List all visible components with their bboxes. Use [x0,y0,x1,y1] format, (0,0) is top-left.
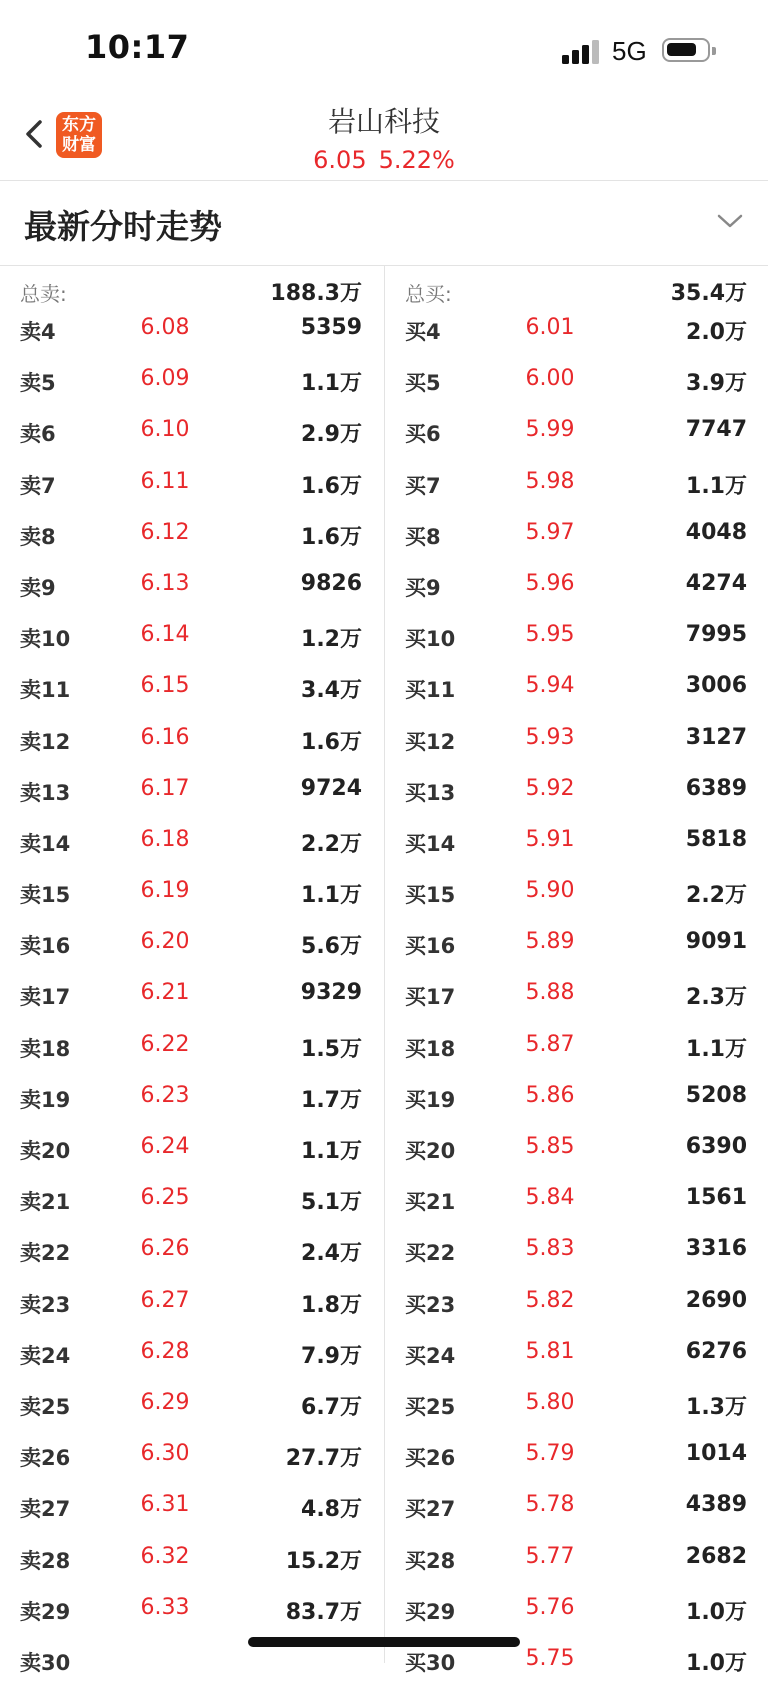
buy-row[interactable] [385,458,769,509]
sell-level: 卖21 [20,1190,71,1215]
buy-level: 买17 [405,985,456,1010]
sell-volume: 1.6万 [301,729,362,755]
sell-row[interactable] [0,304,384,355]
buy-price: 5.80 [525,1389,575,1415]
sell-list-viewport[interactable] [0,315,384,1675]
buy-list-viewport[interactable] [385,315,769,1676]
sell-level: 卖5 [20,371,56,396]
buy-level: 买20 [405,1139,456,1163]
buy-level: 买6 [405,422,441,447]
buy-volume: 9091 [685,929,747,955]
buy-volume: 1.0万 [686,1599,747,1625]
buy-level: 买11 [405,678,456,703]
buy-row[interactable] [385,662,769,713]
buy-volume: 6389 [685,775,747,801]
buy-volume: 5208 [685,1082,747,1108]
sell-level: 卖19 [20,1087,71,1112]
sell-price: 6.33 [140,1594,190,1620]
sell-level: 卖8 [20,524,56,549]
buy-price: 5.78 [525,1492,575,1518]
sell-price: 6.27 [140,1287,190,1313]
sell-row[interactable] [0,867,384,918]
buy-level: 买10 [405,627,456,652]
buy-rows [385,304,769,1686]
sell-row[interactable] [0,1379,384,1430]
buy-volume: 2.0万 [686,320,747,345]
buy-volume: 4274 [685,570,747,596]
buy-level: 买13 [405,780,456,805]
buy-price: 5.86 [525,1082,575,1108]
sell-row[interactable] [0,1123,384,1174]
buy-row[interactable] [385,1533,769,1584]
sell-level: 卖6 [20,422,56,447]
app-logo[interactable]: 东方财富 [56,112,102,158]
sell-row[interactable] [0,714,384,765]
chevron-down-icon[interactable] [714,205,746,237]
buy-row[interactable] [385,816,769,867]
buy-price: 5.95 [525,622,575,648]
sell-volume: 9826 [300,570,362,596]
buy-row[interactable] [385,1584,769,1635]
buy-level: 买5 [405,371,441,396]
buy-row[interactable] [385,714,769,765]
buy-price: 6.01 [525,315,575,340]
sell-row[interactable] [0,765,384,816]
buy-price: 5.93 [525,724,575,750]
sell-volume: 1.6万 [301,524,362,550]
battery-icon [662,38,710,62]
sell-row[interactable] [0,1072,384,1123]
buy-level: 买4 [405,320,441,344]
sell-price: 6.31 [140,1492,190,1518]
stock-change-pct: 5.22% [378,146,455,174]
sell-volume: 3.4万 [301,678,362,704]
buy-row[interactable] [385,406,769,457]
sell-row[interactable] [0,1328,384,1379]
buy-row[interactable] [385,1328,769,1379]
buy-level: 买9 [405,575,441,600]
sell-price: 6.15 [140,673,190,699]
buy-volume: 2.2万 [686,883,747,909]
buy-row[interactable] [385,918,769,969]
sell-level: 卖18 [20,1036,71,1061]
sell-volume: 7.9万 [301,1343,362,1369]
buy-total-label: 总买: [405,282,452,306]
sell-volume: 2.4万 [301,1241,362,1267]
sell-price: 6.08 [140,315,190,340]
buy-volume: 6276 [685,1338,747,1364]
buy-level: 买8 [405,524,441,549]
sell-volume: 5.1万 [301,1190,362,1216]
buy-level: 买27 [405,1497,456,1522]
buy-row[interactable] [385,1277,769,1328]
buy-volume: 6390 [685,1134,747,1159]
sell-level: 卖4 [20,320,56,344]
buy-row[interactable] [385,1174,769,1225]
stock-quote [0,146,768,174]
buy-price: 5.98 [525,468,575,494]
buy-volume: 1561 [685,1185,747,1211]
sell-row[interactable] [0,1021,384,1072]
buy-price: 5.87 [525,1031,575,1057]
sell-total-label: 总卖: [20,282,67,306]
section-header[interactable] [0,181,768,266]
sell-row[interactable] [0,1533,384,1584]
sell-level: 卖17 [20,985,71,1010]
sell-level: 卖10 [20,627,71,652]
buy-row[interactable] [385,560,769,611]
sell-price: 6.26 [140,1236,190,1262]
sell-row[interactable] [0,816,384,867]
order-book [0,266,768,1676]
sell-level: 卖20 [20,1139,71,1163]
buy-level: 买18 [405,1036,456,1061]
sell-price: 6.30 [140,1441,190,1467]
top-navigation [0,90,768,181]
sell-volume: 9724 [300,775,362,801]
buy-volume: 1.1万 [686,473,747,499]
buy-volume: 4389 [685,1492,747,1518]
sell-price: 6.09 [140,366,190,392]
sell-price: 6.10 [140,417,190,443]
sell-price: 6.24 [140,1134,190,1159]
sell-row[interactable] [0,662,384,713]
status-time: 10:17 [85,28,190,66]
section-title: 最新分时走势 [24,207,222,246]
buy-row[interactable] [385,1430,769,1481]
buy-row[interactable] [385,765,769,816]
sell-level: 卖28 [20,1548,71,1573]
buy-level: 买28 [405,1548,456,1573]
buy-volume: 1.3万 [686,1394,747,1420]
sell-level: 卖16 [20,934,71,959]
sell-volume: 27.7万 [285,1446,362,1472]
buy-level: 买24 [405,1343,456,1368]
sell-volume: 83.7万 [285,1599,362,1625]
buy-level: 买14 [405,831,456,856]
sell-volume: 5.6万 [301,934,362,960]
sell-volume: 1.1万 [301,371,362,397]
buy-price: 5.81 [525,1338,575,1364]
status-bar [0,0,768,90]
sell-volume: 15.2万 [285,1548,362,1574]
sell-level: 卖7 [20,473,56,498]
buy-price: 5.88 [525,980,575,1006]
sell-price: 6.23 [140,1082,190,1108]
buy-price: 5.92 [525,775,575,801]
sell-row[interactable] [0,1225,384,1276]
sell-volume: 4.8万 [301,1497,362,1523]
sell-price: 6.25 [140,1185,190,1211]
buy-total-value: 35.4万 [670,281,747,306]
sell-price: 6.12 [140,519,190,545]
buy-level: 买29 [405,1599,456,1624]
buy-price: 5.89 [525,929,575,955]
sell-volume: 2.2万 [301,831,362,857]
buy-volume: 2682 [685,1543,747,1569]
sell-volume: 1.1万 [301,883,362,909]
sell-level: 卖29 [20,1599,71,1624]
buy-row[interactable] [385,1072,769,1123]
buy-volume: 2.3万 [686,985,747,1011]
buy-price: 5.94 [525,673,575,699]
sell-row[interactable] [0,509,384,560]
buy-volume: 7995 [685,622,747,648]
sell-volume: 6.7万 [301,1394,362,1420]
buy-price: 5.85 [525,1134,575,1159]
sell-price: 6.16 [140,724,190,750]
sell-row[interactable] [0,969,384,1020]
sell-level: 卖12 [20,729,71,754]
sell-row[interactable] [0,1277,384,1328]
sell-row[interactable] [0,560,384,611]
sell-level: 卖24 [20,1343,71,1368]
buy-row[interactable] [385,304,769,355]
sell-level: 卖26 [20,1446,71,1471]
signal-icon [562,38,600,64]
buy-level: 买22 [405,1241,456,1266]
buy-price: 5.79 [525,1441,575,1467]
buy-row[interactable] [385,1123,769,1174]
buy-level: 买15 [405,883,456,908]
stock-name: 岩山科技 [327,105,440,138]
buy-row[interactable] [385,1021,769,1072]
buy-volume: 3.9万 [686,371,747,397]
buy-level: 买21 [405,1190,456,1215]
sell-row[interactable] [0,1174,384,1225]
sell-price: 6.29 [140,1389,190,1415]
sell-price: 6.28 [140,1338,190,1364]
buy-volume: 3006 [685,673,747,699]
buy-price: 5.75 [525,1645,575,1671]
sell-volume: 5359 [300,315,362,340]
sell-price: 6.22 [140,1031,190,1057]
sell-level: 卖13 [20,780,71,805]
buy-price: 5.97 [525,519,575,545]
buy-price: 5.82 [525,1287,575,1313]
sell-price: 6.20 [140,929,190,955]
buy-price: 5.96 [525,570,575,596]
sell-price: 6.21 [140,980,190,1006]
buy-volume: 7747 [685,417,747,443]
sell-row[interactable] [0,1481,384,1532]
sell-level: 卖23 [20,1292,71,1317]
sell-row[interactable] [0,355,384,406]
sell-row[interactable] [0,406,384,457]
sell-price: 6.14 [140,622,190,648]
sell-level: 卖15 [20,883,71,908]
sell-price: 6.19 [140,878,190,904]
sell-price: 6.17 [140,775,190,801]
sell-price: 6.11 [140,468,190,494]
sell-price: 6.18 [140,826,190,852]
buy-price: 5.99 [525,417,575,443]
sell-row[interactable] [0,1430,384,1481]
buy-level: 买26 [405,1446,456,1471]
buy-level: 买16 [405,934,456,959]
sell-level: 卖14 [20,831,71,856]
buy-level: 买19 [405,1087,456,1112]
buy-row[interactable] [385,611,769,662]
buy-volume: 4048 [685,519,747,545]
buy-price: 5.91 [525,826,575,852]
sell-level: 卖30 [20,1650,71,1675]
buy-volume: 1.1万 [686,1036,747,1062]
sell-volume: 1.7万 [301,1087,362,1113]
sell-row[interactable] [0,918,384,969]
buy-price: 5.90 [525,878,575,904]
sell-level: 卖25 [20,1394,71,1419]
buy-volume: 2690 [685,1287,747,1313]
buy-price: 5.84 [525,1185,575,1211]
buy-price: 5.83 [525,1236,575,1262]
buy-row[interactable] [385,1481,769,1532]
buy-row[interactable] [385,1225,769,1276]
buy-row[interactable] [385,509,769,560]
sell-price: 6.32 [140,1543,190,1569]
buy-level: 买23 [405,1292,456,1317]
sell-row[interactable] [0,458,384,509]
sell-level: 卖22 [20,1241,71,1266]
buy-level: 买25 [405,1394,456,1419]
buy-level: 买30 [405,1650,456,1675]
network-type: 5G [612,36,647,66]
sell-volume: 1.2万 [301,627,362,653]
buy-volume: 3316 [685,1236,747,1262]
buy-row[interactable] [385,867,769,918]
sell-total-value: 188.3万 [270,281,362,306]
buy-row[interactable] [385,969,769,1020]
buy-price: 5.76 [525,1594,575,1620]
buy-volume: 3127 [685,724,747,750]
sell-level: 卖11 [20,678,71,703]
buy-row[interactable] [385,355,769,406]
sell-volume: 1.8万 [301,1292,362,1318]
sell-volume: 9329 [300,980,362,1006]
buy-volume: 1.0万 [686,1650,747,1676]
sell-row[interactable] [0,611,384,662]
sell-volume: 2.9万 [301,422,362,448]
buy-level: 买7 [405,473,441,498]
sell-rows [0,304,384,1686]
sell-volume: 1.1万 [301,1139,362,1164]
buy-volume: 1014 [685,1441,747,1467]
sell-row[interactable] [0,1584,384,1635]
home-indicator[interactable] [248,1637,520,1647]
buy-volume: 5818 [685,826,747,852]
buy-price: 6.00 [525,366,575,392]
sell-volume: 1.5万 [301,1036,362,1062]
buy-price: 5.77 [525,1543,575,1569]
sell-price: 6.13 [140,570,190,596]
buy-row[interactable] [385,1379,769,1430]
stock-price: 6.05 [313,146,367,174]
sell-volume: 1.6万 [301,473,362,499]
sell-level: 卖27 [20,1497,71,1522]
buy-level: 买12 [405,729,456,754]
sell-level: 卖9 [20,575,56,600]
